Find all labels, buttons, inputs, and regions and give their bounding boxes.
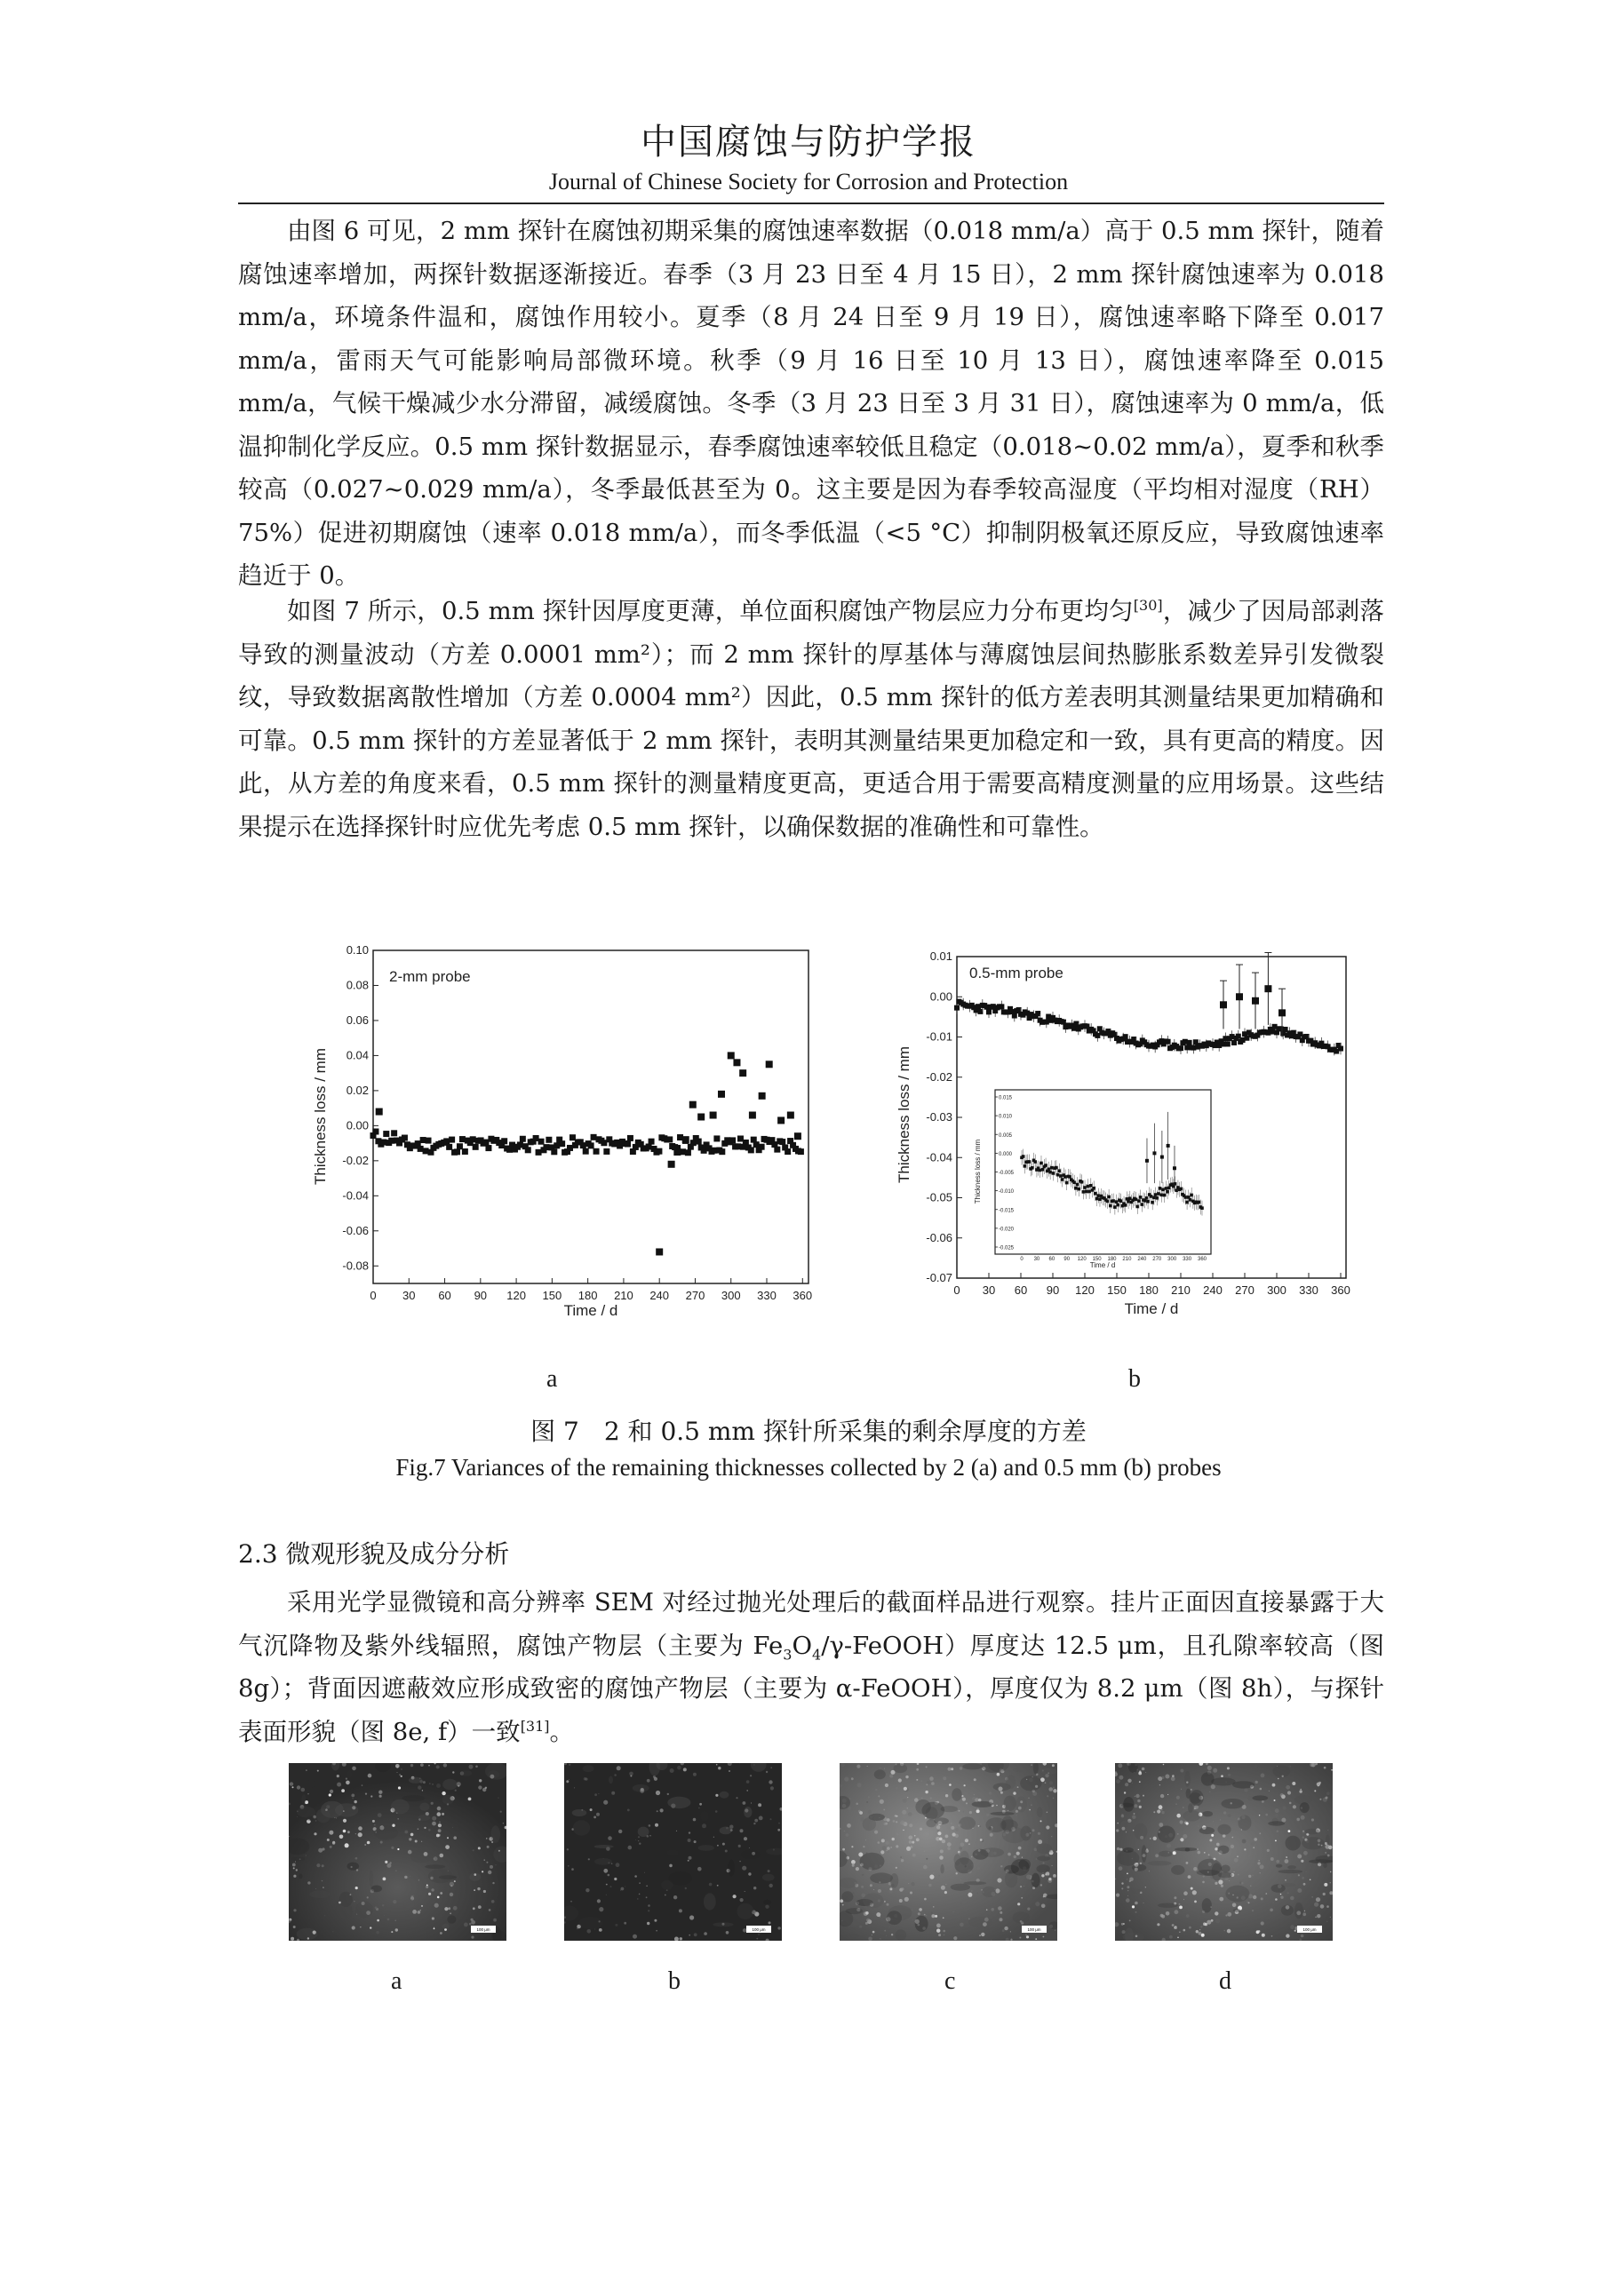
x-tick-label: 300 [721, 1289, 741, 1302]
data-point [779, 1139, 785, 1145]
data-point [462, 1148, 468, 1155]
outlier-point [1278, 1009, 1286, 1016]
data-point [485, 1145, 491, 1151]
paragraph-3-text-a: 采用光学显微镜和高分辨率 SEM 对经过抛光处理后的截面样品进行观察。挂片正面因直接暴露于大气沉降物及紫外线辐照，腐蚀产物层（主要为 Fe [238, 1588, 1384, 1660]
data-point [713, 1135, 720, 1141]
x-tick-label: 0 [953, 1283, 960, 1297]
outlier-point [739, 1069, 746, 1076]
scale-bar-label: 100 μm [1302, 1927, 1317, 1932]
outlier-point [718, 1091, 725, 1098]
paragraph-3-end: 。 [549, 1717, 575, 1746]
inset-point [1077, 1188, 1080, 1191]
inset-point [1152, 1196, 1156, 1200]
y-tick-label: -0.06 [926, 1230, 952, 1244]
x-tick-label: 180 [578, 1289, 598, 1302]
inset-x-tick-label: 330 [1183, 1257, 1192, 1262]
inset-point [1047, 1167, 1051, 1171]
outlier-point [1252, 997, 1259, 1005]
data-point [748, 1147, 754, 1153]
inset-point [1055, 1166, 1058, 1170]
inset-point [1115, 1200, 1119, 1204]
inset-point [1106, 1200, 1110, 1204]
x-tick-label: 150 [1107, 1283, 1127, 1297]
inset-x-tick-label: 270 [1152, 1257, 1162, 1262]
y-tick-label: -0.04 [342, 1188, 369, 1203]
inset-point [1175, 1188, 1178, 1192]
paragraph-2-text-a: 如图 7 所示，0.5 mm 探针因厚度更薄，单位面积腐蚀产物层应力分布更均匀 [287, 597, 1134, 625]
inset-point [1063, 1175, 1067, 1179]
y-tick-label: 0.10 [346, 943, 369, 957]
figure-8b-label: b [668, 1967, 681, 1995]
inset-point [1128, 1196, 1132, 1200]
x-tick-label: 90 [1046, 1283, 1060, 1297]
inset-point [1157, 1192, 1160, 1196]
data-point [719, 1148, 725, 1155]
data-point [501, 1138, 507, 1144]
outlier-point [689, 1101, 697, 1108]
citation-31: [31] [520, 1717, 550, 1735]
inset-x-tick-label: 90 [1063, 1257, 1071, 1262]
data-point [627, 1135, 633, 1141]
paragraph-1 [238, 210, 1384, 598]
inset-point [1082, 1190, 1086, 1194]
inset-point [1041, 1168, 1045, 1172]
x-tick-label: 270 [685, 1289, 705, 1302]
outlier-point [794, 1132, 801, 1140]
inset-point [1044, 1164, 1047, 1167]
y-tick-label: -0.02 [342, 1153, 369, 1167]
inset-point [1080, 1180, 1084, 1184]
inset-xlabel: Time / d [1089, 1261, 1116, 1269]
inset-point [1180, 1188, 1183, 1191]
inset-point [1109, 1204, 1112, 1208]
inset-point [1200, 1206, 1204, 1210]
y-tick-label: 0.08 [346, 978, 369, 992]
inset-point [1024, 1164, 1027, 1168]
data-point [538, 1139, 545, 1145]
figure-7b-label: b [1128, 1365, 1141, 1393]
outlier-point [766, 1061, 773, 1068]
y-tick-label: -0.08 [342, 1259, 369, 1273]
chart-a-ylabel: Thickness loss / mm [312, 1048, 329, 1185]
inset-point [1163, 1194, 1167, 1197]
inset-point [1092, 1187, 1095, 1190]
data-point [1123, 1034, 1128, 1039]
outlier-point [376, 1108, 383, 1116]
y-tick-label: 0.00 [346, 1118, 369, 1132]
x-tick-label: 90 [474, 1289, 488, 1302]
inset-point [1107, 1196, 1111, 1199]
data-point [986, 1009, 992, 1014]
micrograph-a [289, 1763, 506, 1941]
x-tick-label: 270 [1235, 1283, 1255, 1297]
data-point [546, 1137, 552, 1143]
micrograph-c [840, 1763, 1057, 1941]
data-point [559, 1140, 565, 1147]
inset-point [1185, 1201, 1189, 1204]
inset-point [1048, 1171, 1052, 1174]
chart-b-ylabel: Thickness loss / mm [896, 1046, 912, 1183]
inset-y-tick-label: -0.015 [999, 1208, 1015, 1214]
inset-x-tick-label: 0 [1020, 1257, 1024, 1262]
inset-point [1050, 1166, 1054, 1170]
inset-point [1146, 1200, 1150, 1204]
inset-point [1111, 1199, 1115, 1203]
x-tick-label: 300 [1267, 1283, 1286, 1297]
inset-point [1022, 1155, 1025, 1158]
data-point [1178, 1045, 1183, 1051]
inset-outlier [1152, 1151, 1156, 1155]
data-point [454, 1148, 460, 1155]
inset-point [1135, 1198, 1138, 1202]
paragraph-1-text: 由图 6 可见，2 mm 探针在腐蚀初期采集的腐蚀速率数据（0.018 mm/a）高于 0.5 mm 探针，随着腐蚀速率增加，两探针数据逐渐接近。春季（3 月 23 日至 4 月 15 日），2 mm 探针腐蚀速率为 0.018 mm/a，环境条件温和，腐蚀作用较小。夏季（8 月 24 日至 9 月 19 日），腐蚀速率略下降至 0.017 mm/a，雷雨天气可能影响局部微环境。秋季（9 月 16 日至 10 月 13 日），腐蚀速率降至 0.015 mm/a，气候干燥减少水分滞留，减缓腐蚀。冬季（3 月 23 日至 3 月 31 日），腐蚀速率为 0 mm/a，低温抑制化学反应。0.5 mm 探针数据显示，春季腐蚀速率较低且稳定（0.018~0.02 mm/a），夏季和秋季较高（0.027~0.029 mm/a），冬季最低甚至为 0。这主要是因为春季较高湿度（平均相对湿度（RH）75%）促进初期腐蚀（速率 0.018 mm/a），而冬季低温（<5 °C）抑制阴极氧还原反应，导致腐蚀速率趋近于 0。 [238, 217, 1384, 590]
inset-y-tick-label: -0.020 [999, 1227, 1015, 1233]
inset-point [1190, 1194, 1193, 1197]
inset-point [1119, 1199, 1123, 1203]
y-tick-label: -0.07 [926, 1271, 952, 1284]
inset-outlier [1145, 1159, 1149, 1163]
data-point [1166, 1039, 1171, 1045]
y-tick-label: 0.04 [346, 1048, 369, 1062]
inset-point [1198, 1201, 1201, 1204]
inset-point [1116, 1204, 1119, 1207]
data-point [473, 1144, 479, 1150]
x-tick-label: 0 [370, 1289, 377, 1302]
inset-x-tick-label: 30 [1033, 1257, 1040, 1262]
inset-point [1150, 1195, 1153, 1198]
data-point [666, 1136, 673, 1142]
chart-a-xlabel: Time / d [563, 1302, 618, 1319]
subscript-4: 4 [812, 1646, 822, 1663]
outlier-point [787, 1112, 794, 1119]
inset-point [1139, 1196, 1143, 1199]
inset-point [1098, 1197, 1102, 1201]
inset-point [1052, 1172, 1055, 1175]
data-point [649, 1139, 655, 1145]
citation-30: [30] [1133, 596, 1163, 614]
inset-point [1068, 1175, 1071, 1179]
inset-x-tick-label: 120 [1077, 1257, 1087, 1262]
data-point [999, 1004, 1004, 1009]
chart-a-legend: 2-mm probe [389, 968, 471, 985]
outlier-point [710, 1112, 717, 1119]
outlier-point [673, 1148, 681, 1156]
scale-bar-label: 100 μm [476, 1927, 490, 1932]
inset-point [1145, 1196, 1149, 1200]
inset-point [1096, 1194, 1100, 1197]
inset-point [1095, 1197, 1099, 1201]
inset-point [1074, 1187, 1078, 1190]
figure-7a-label: a [546, 1365, 558, 1393]
inset-y-tick-label: -0.010 [999, 1189, 1015, 1196]
chart-b-inset [974, 1090, 1211, 1269]
inset-point [1057, 1169, 1061, 1172]
inset-point [1085, 1190, 1088, 1194]
data-point [402, 1135, 408, 1141]
y-tick-label: 0.06 [346, 1013, 369, 1027]
y-tick-label: -0.03 [926, 1110, 952, 1124]
outlier-point [697, 1114, 705, 1121]
x-tick-label: 240 [1203, 1283, 1223, 1297]
inset-point [1137, 1199, 1141, 1203]
inset-point [1083, 1186, 1087, 1189]
figure-8c-label: c [944, 1967, 956, 1995]
chart-a-frame [373, 950, 808, 1283]
inset-x-tick-label: 60 [1048, 1257, 1055, 1262]
data-point [383, 1131, 389, 1137]
inset-point [1094, 1192, 1097, 1196]
inset-y-tick-label: 0.000 [999, 1151, 1013, 1157]
data-point [685, 1149, 691, 1156]
header-rule [238, 203, 1384, 204]
x-tick-label: 330 [757, 1289, 777, 1302]
inset-y-tick-label: 0.010 [999, 1114, 1013, 1120]
figure-7a-chart [311, 937, 826, 1319]
inset-y-tick-label: 0.015 [999, 1095, 1013, 1101]
inset-point [1065, 1181, 1069, 1185]
data-point [1338, 1046, 1343, 1052]
data-point [656, 1148, 662, 1155]
inset-outlier [1167, 1144, 1170, 1148]
outlier-point [682, 1136, 689, 1143]
data-point [391, 1130, 397, 1136]
journal-title-en: Journal of Chinese Society for Corrosion and Protection [548, 169, 1069, 195]
x-tick-label: 60 [1014, 1283, 1028, 1297]
scale-bar-label: 100 μm [1027, 1927, 1041, 1932]
data-point [593, 1148, 600, 1155]
inset-point [1059, 1174, 1063, 1178]
data-point [798, 1148, 804, 1155]
outlier-point [656, 1248, 663, 1255]
inset-point [1028, 1160, 1032, 1164]
paragraph-3 [238, 1581, 1384, 1753]
outlier-point [749, 1112, 756, 1119]
data-point [785, 1148, 791, 1155]
inset-point [1174, 1182, 1177, 1186]
inset-point [1167, 1187, 1171, 1190]
y-tick-label: -0.01 [926, 1029, 952, 1044]
subscript-3: 3 [783, 1646, 793, 1663]
x-tick-label: 180 [1139, 1283, 1159, 1297]
inset-point [1056, 1173, 1060, 1177]
inset-y-tick-label: 0.005 [999, 1132, 1013, 1139]
journal-title-cn: 中国腐蚀与防护学报 [641, 122, 976, 163]
inset-x-tick-label: 150 [1092, 1257, 1102, 1262]
data-point [525, 1147, 531, 1153]
x-tick-label: 120 [1075, 1283, 1095, 1297]
inset-x-tick-label: 210 [1122, 1257, 1132, 1262]
x-tick-label: 240 [649, 1289, 670, 1302]
oxide-o: O [792, 1631, 812, 1660]
figure-7-caption-en: Fig.7 Variances of the remaining thicknesses collected by 2 (a) and 0.5 mm (b) probes [395, 1454, 1222, 1481]
inset-point [1040, 1162, 1043, 1165]
data-point [696, 1139, 702, 1145]
inset-point [1072, 1180, 1076, 1184]
inset-point [1089, 1184, 1093, 1188]
inset-point [1124, 1204, 1127, 1207]
inset-x-tick-label: 240 [1137, 1257, 1147, 1262]
inset-y-tick-label: -0.005 [999, 1171, 1015, 1176]
data-point [426, 1138, 432, 1144]
inset-point [1161, 1188, 1165, 1192]
inset-point [1076, 1183, 1079, 1187]
outlier-point [759, 1092, 766, 1100]
data-point [954, 1005, 960, 1011]
data-point [1225, 1041, 1231, 1046]
inset-point [1039, 1169, 1042, 1172]
inset-point [1184, 1196, 1188, 1199]
inset-ylabel: Thickness loss / mm [974, 1139, 982, 1204]
y-tick-label: -0.06 [342, 1223, 369, 1237]
inset-point [1165, 1187, 1168, 1190]
outlier-point [668, 1161, 675, 1168]
inset-point [1127, 1200, 1130, 1204]
data-point [520, 1136, 526, 1142]
x-tick-label: 120 [506, 1289, 526, 1302]
figure-7-caption-cn: 图 7 2 和 0.5 mm 探针所采集的剩余厚度的方差 [530, 1417, 1087, 1446]
chart-b-xlabel: Time / d [1124, 1300, 1179, 1317]
inset-outlier [1160, 1156, 1164, 1159]
x-tick-label: 360 [793, 1289, 813, 1302]
inset-x-tick-label: 180 [1107, 1257, 1117, 1262]
inset-point [1061, 1178, 1064, 1181]
paragraph-3-text-b: /γ-FeOOH）厚度达 12.5 μm，且孔隙率较高（图 8g）；背面因遮蔽效应形成致密的腐蚀产物层（主要为 α-FeOOH），厚度仅为 8.2 μm（图 8h），与探针表面形貌（图 8e, f）一致 [238, 1631, 1385, 1746]
inset-y-tick-label: -0.025 [999, 1245, 1015, 1251]
inset-point [1141, 1203, 1144, 1206]
outlier-point [728, 1052, 735, 1059]
paragraph-2 [238, 590, 1384, 848]
x-tick-label: 210 [1171, 1283, 1191, 1297]
data-point [759, 1144, 765, 1150]
figure-7b-chart [893, 937, 1386, 1319]
inset-point [1151, 1201, 1154, 1204]
chart-b-legend: 0.5-mm probe [969, 965, 1063, 981]
inset-point [1155, 1196, 1159, 1200]
data-point [1187, 1040, 1192, 1045]
y-tick-label: -0.02 [926, 1069, 952, 1084]
outlier-point [777, 1116, 785, 1124]
y-tick-label: 0.00 [929, 989, 952, 1004]
data-point [449, 1137, 455, 1143]
inset-point [1189, 1198, 1192, 1202]
data-point [583, 1148, 589, 1155]
inset-point [1166, 1190, 1169, 1194]
x-tick-label: 60 [438, 1289, 451, 1302]
micrograph-d [1115, 1763, 1333, 1941]
y-tick-label: -0.04 [926, 1150, 952, 1164]
data-point [774, 1147, 780, 1153]
data-point [1012, 1013, 1017, 1019]
inset-x-tick-label: 360 [1197, 1257, 1207, 1262]
inset-point [1160, 1194, 1164, 1197]
data-point [729, 1137, 736, 1143]
micrograph-b [564, 1763, 782, 1941]
y-tick-label: -0.05 [926, 1190, 952, 1204]
x-tick-label: 150 [542, 1289, 562, 1302]
inset-point [1154, 1193, 1158, 1196]
data-point [551, 1148, 557, 1155]
paragraph-2-text-b: ，减少了因局部剥落导致的测量波动（方差 0.0001 mm²）；而 2 mm 探针的厚基体与薄腐蚀层间热膨胀系数差异引发微裂纹，导致数据离散性增加（方差 0.0004 mm²）因此，0.5 mm 探针的低方差表明其测量结果更加精确和可靠。0.5 mm 探针的方差显著低于 2 mm 探针，表明其测量结果更加稳定和一致，具有更高的精度。因此，从方差的角度来看，0.5 mm 探针的测量精度更高，更适合用于需要高精度测量的应用场景。这些结果提示在选择探针时应优先考虑 0.5 mm 探针，以确保数据的准确性和可靠性。 [238, 597, 1384, 841]
y-tick-label: 0.01 [929, 949, 952, 963]
scale-bar-label: 100 μm [752, 1927, 766, 1932]
data-point [625, 1140, 631, 1147]
inset-point [1087, 1190, 1091, 1194]
inset-point [1087, 1185, 1090, 1188]
outlier-point [1264, 985, 1271, 992]
inset-x-tick-label: 300 [1167, 1257, 1177, 1262]
x-tick-label: 360 [1331, 1283, 1350, 1297]
x-tick-label: 30 [402, 1289, 416, 1302]
outlier-point [1220, 1001, 1227, 1008]
x-tick-label: 210 [614, 1289, 633, 1302]
inset-point [1113, 1205, 1117, 1209]
inset-point [1159, 1187, 1162, 1190]
data-point [372, 1129, 378, 1135]
figure-8d-label: d [1219, 1967, 1231, 1995]
inset-point [1031, 1166, 1034, 1170]
outlier-point [1236, 993, 1243, 1000]
figure-8a-label: a [391, 1967, 402, 1995]
x-tick-label: 30 [982, 1283, 996, 1297]
inset-point [1135, 1205, 1139, 1209]
data-point [588, 1142, 594, 1148]
inset-outlier [1173, 1166, 1176, 1170]
x-tick-label: 330 [1299, 1283, 1318, 1297]
y-tick-label: 0.02 [346, 1083, 369, 1097]
section-2-3-title: 2.3 微观形貌及成分分析 [238, 1539, 510, 1569]
data-point [603, 1148, 609, 1155]
inset-point [1033, 1160, 1037, 1164]
outlier-point [733, 1059, 740, 1066]
